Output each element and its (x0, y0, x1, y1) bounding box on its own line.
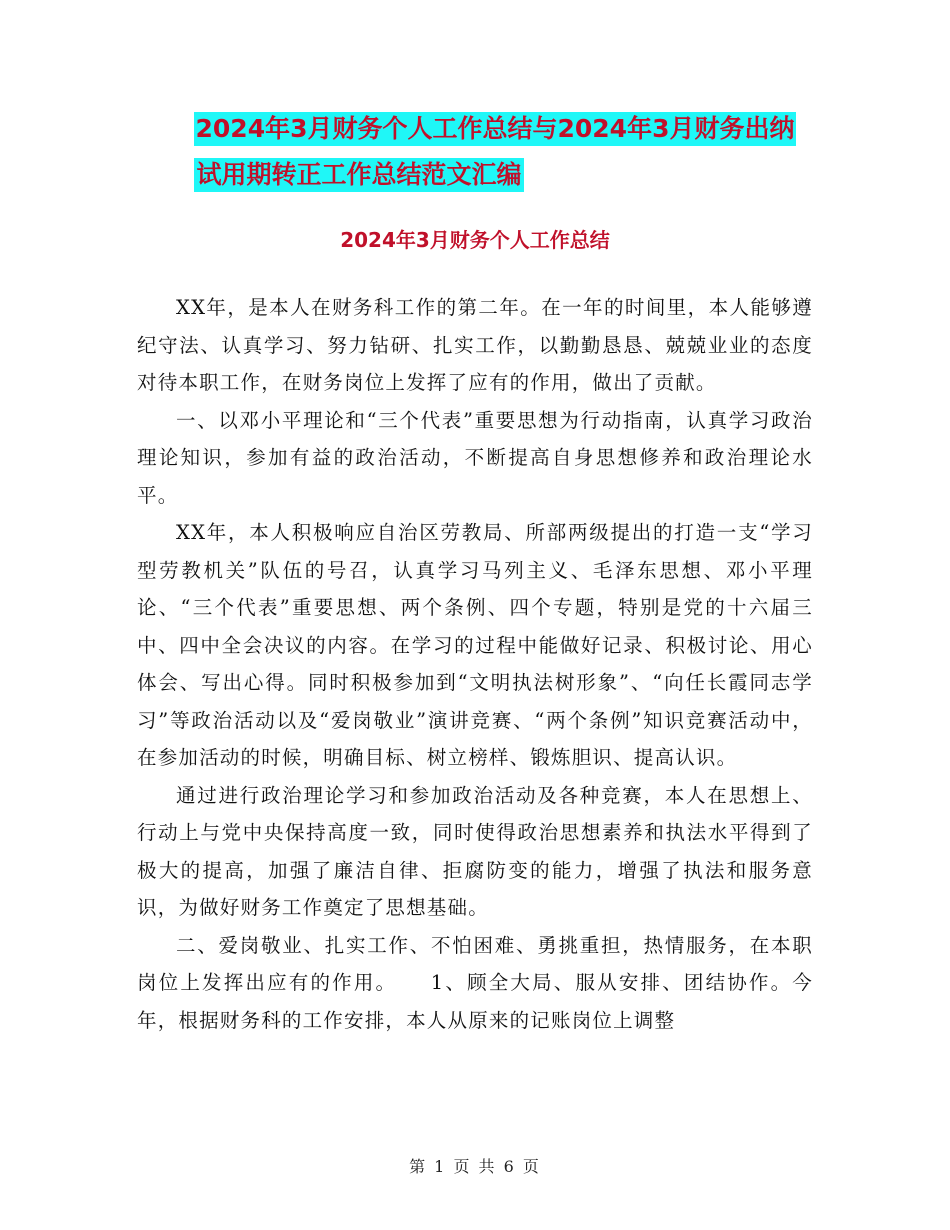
paragraph: XX年，本人积极响应自治区劳教局、所部两级提出的打造一支“学习型劳教机关”队伍的号召，认真学习马列主义、毛泽东思想、邓小平理论、“三个代表”重要思想、两个条例、四个专题，特别是党的十六届三中、四中全会决议的内容。在学习的过程中能做好记录、积极讨论、用心体会、写出心得。同时积极参加到“文明执法树形象”、“向任长霞同志学习”等政治活动以及“爱岗敬业”演讲竞赛、“两个条例”知识竞赛活动中，在参加活动的时候，明确目标、树立榜样、锻炼胆识、提高认识。 (137, 521, 813, 769)
document-body (137, 289, 813, 1039)
paragraph: XX年，是本人在财务科工作的第二年。在一年的时间里，本人能够遵纪守法、认真学习、努力钻研、扎实工作，以勤勤恳恳、兢兢业业的态度对待本职工作，在财务岗位上发挥了应有的作用，做出了贡献。 (137, 296, 813, 394)
paragraph: 通过进行政治理论学习和参加政治活动及各种竞赛，本人在思想上、行动上与党中央保持高度一致，同时使得政治思想素养和执法水平得到了极大的提高，加强了廉洁自律、拒腐防变的能力，增强了执法和服务意识，为做好财务工作奠定了思想基础。 (137, 783, 813, 919)
paragraph: 二、爱岗敬业、扎实工作、不怕困难、勇挑重担，热情服务，在本职岗位上发挥出应有的作用。 1、顾全大局、服从安排、团结协作。今年，根据财务科的工作安排，本人从原来的记账岗位上调整 (137, 933, 813, 1032)
page-footer: 第 1 页 共 6 页 (409, 1157, 541, 1176)
title-line-2: 试用期转正工作总结范文汇编 (194, 158, 523, 192)
paragraph: 一、以邓小平理论和“三个代表”重要思想为行动指南，认真学习政治理论知识，参加有益的政治活动，不断提高自身思想修养和政治理论水平。 (137, 408, 813, 507)
section-title: 2024年3月财务个人工作总结 (340, 228, 610, 252)
title-line-1: 2024年3月财务个人工作总结与2024年3月财务出纳 (194, 112, 797, 146)
document-title (0, 112, 950, 192)
